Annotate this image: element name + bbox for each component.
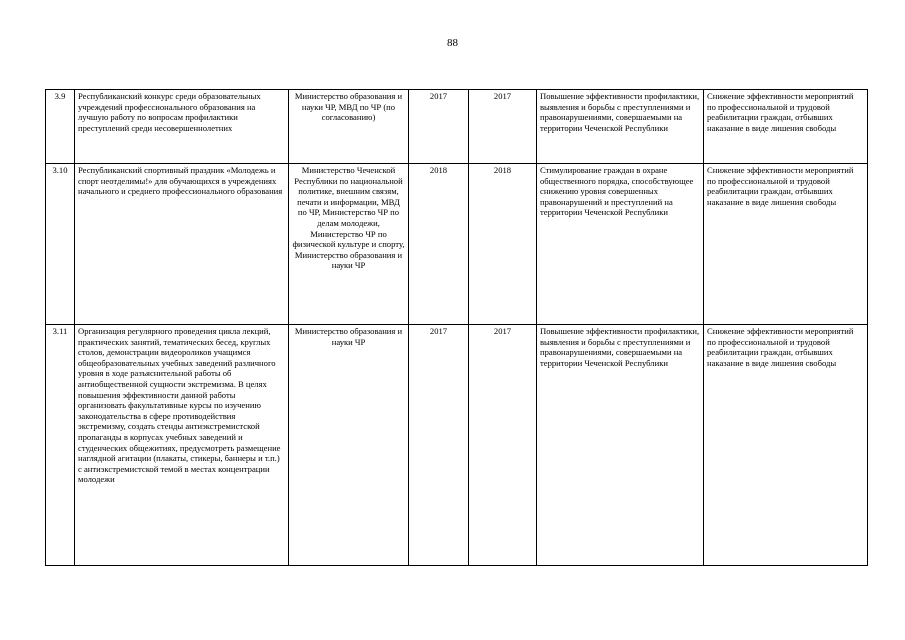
expected-effect: Повышение эффективности профилактики, выявления и борьбы с преступлениями и правонарушениями, совершаемыми на территории Чеченской Республики <box>537 90 704 164</box>
executor: Министерство Чеченской Республики по национальной политике, внешним связям, печати и информации, МВД по ЧР, Министерство ЧР по делам молодежи, Министерство ЧР по физической культуре и спорту, Министерство образования и науки ЧР <box>289 164 409 325</box>
row-number: 3.10 <box>46 164 75 325</box>
table-row <box>46 90 868 164</box>
executor: Министерство образования и науки ЧР <box>289 325 409 566</box>
page-number: 88 <box>447 37 458 49</box>
measure-description: Республиканский конкурс среди образовательных учреждений профессионального образования на лучшую работу по вопросам профилактики преступлений среди несовершеннолетних <box>75 90 289 164</box>
risk-consequence: Снижение эффективности мероприятий по профессиональной и трудовой реабилитации граждан, отбывших наказание в виде лишения свободы <box>704 90 868 164</box>
executor: Министерство образования и науки ЧР, МВД по ЧР (по согласованию) <box>289 90 409 164</box>
risk-consequence: Снижение эффективности мероприятий по профессиональной и трудовой реабилитации граждан, отбывших наказание в виде лишения свободы <box>704 164 868 325</box>
start-year: 2017 <box>409 90 469 164</box>
measure-description: Республиканский спортивный праздник «Молодежь и спорт неотделимы!» для обучающихся в учреждениях начального и среднего профессионального образования <box>75 164 289 325</box>
row-number: 3.9 <box>46 90 75 164</box>
end-year: 2017 <box>469 325 537 566</box>
start-year: 2018 <box>409 164 469 325</box>
table-row <box>46 164 868 325</box>
measures-table <box>45 89 868 566</box>
expected-effect: Повышение эффективности профилактики, выявления и борьбы с преступлениями и правонарушениями, совершаемыми на территории Чеченской Республики <box>537 325 704 566</box>
risk-consequence: Снижение эффективности мероприятий по профессиональной и трудовой реабилитации граждан, отбывших наказание в виде лишения свободы <box>704 325 868 566</box>
table-row <box>46 325 868 566</box>
end-year: 2018 <box>469 164 537 325</box>
end-year: 2017 <box>469 90 537 164</box>
measure-description: Организация регулярного проведения цикла лекций, практических занятий, тематических бесед, круглых столов, демонстрации видеороликов учащимся общеобразовательных учебных заведений различного уровня в ходе разъяснительной работы об антиобщественной сущности экстремизма. В целях повышения эффективности данной работы организовать факультативные курсы по изучению законодательства в сфере противодействия экстремизму, создать стенды антиэкстремистской пропаганды в корпусах учебных заведений и студенческих общежитиях, предусмотреть размещение наглядной агитации (плакаты, стикеры, баннеры и т.п.) с антиэкстремистской темой в местах концентрации молодежи <box>75 325 289 566</box>
start-year: 2017 <box>409 325 469 566</box>
row-number: 3.11 <box>46 325 75 566</box>
expected-effect: Стимулирование граждан в охране общественного порядка, способствующее снижению уровня совершенных правонарушений и преступлений на территории Чеченской Республики <box>537 164 704 325</box>
